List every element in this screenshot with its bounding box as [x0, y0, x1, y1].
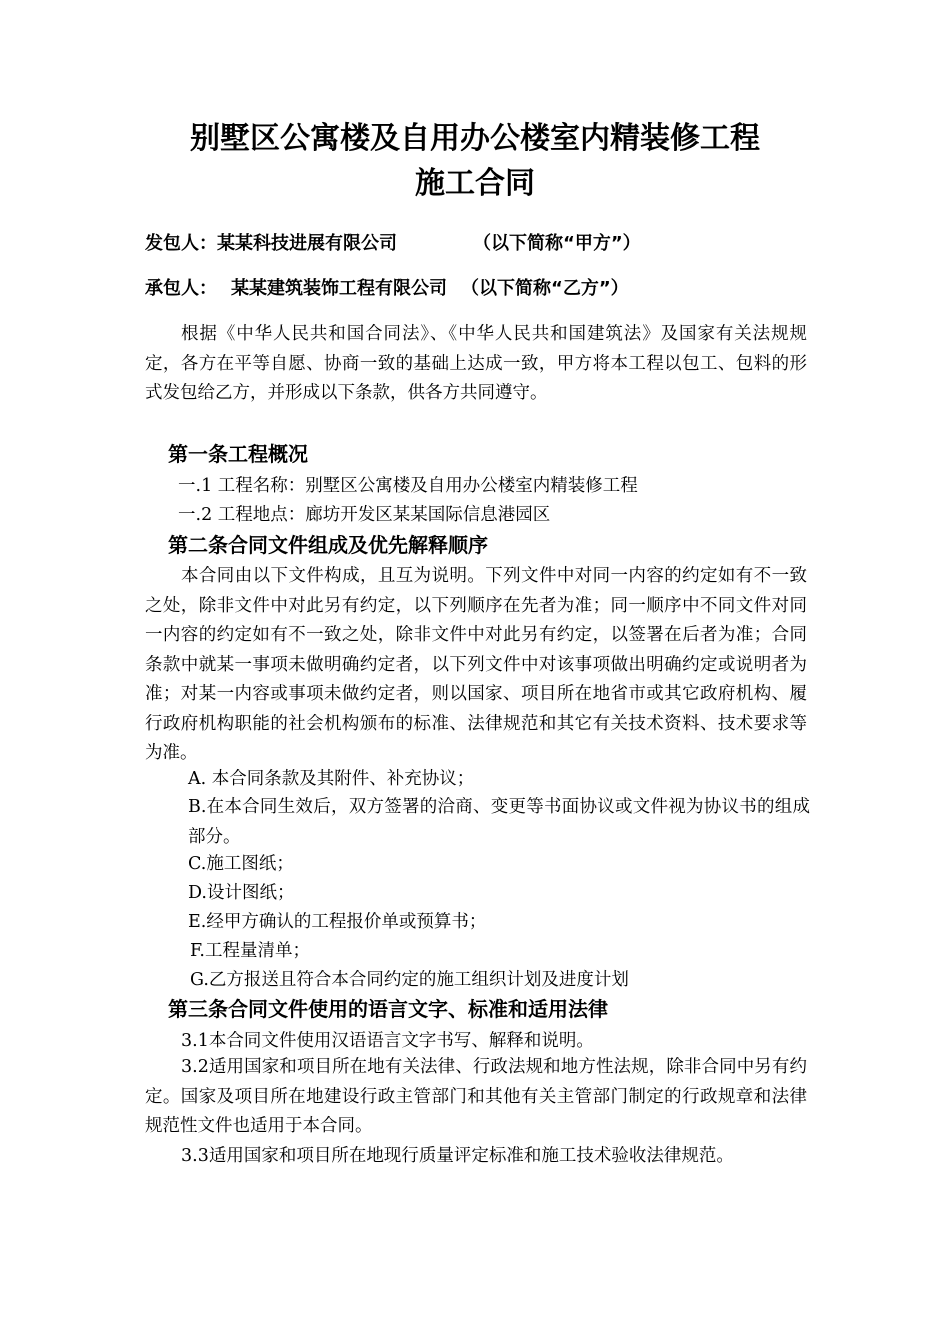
article-2-item-e: E.经甲方确认的工程报价单或预算书；	[188, 912, 487, 932]
article-3-heading: 第三条合同文件使用的语言文字、标准和适用法律	[168, 997, 608, 1021]
contractor-name: 某某建筑装饰工程有限公司	[231, 278, 447, 299]
employer-line	[145, 231, 641, 257]
article-2-heading: 第二条合同文件组成及优先解释顺序	[168, 533, 488, 557]
article-2-item-d: D.设计图纸；	[188, 883, 295, 903]
article-3-item-3: 3.3适用国家和项目所在地现行质量评定标准和施工技术验收法律规范。	[181, 1146, 734, 1166]
preamble-paragraph: 根据《中华人民共和国合同法》、《中华人民共和国建筑法》及国家有关法规规定，各方在平等自愿、协商一致的基础上达成一致，甲方将本工程以包工、包料的形式发包给乙方，并形成以下条款，供各方共同遵守。	[145, 324, 807, 403]
article-3-item-1: 3.1本合同文件使用汉语语言文字书写、解释和说明。	[181, 1031, 594, 1051]
article-2-body: 本合同由以下文件构成，且互为说明。下列文件中对同一内容的约定如有不一致之处，除非文件中对此另有约定，以下列顺序在先者为准；同一顺序中不同文件对同一内容的约定如有不一致之处，除非文件中对此另有约定，以签署在后者为准；合同条款中就某一事项未做明确约定者，以下列文件中对该事项做出明确约定或说明者为准；对某一内容或事项未做约定者，则以国家、项目所在地省市或其它政府机构、履行政府机构职能的社会机构颁布的标准、法律规范和其它有关技术资料、技术要求等为准。	[145, 566, 807, 763]
article-1-item-1: 一.1 工程名称：别墅区公寓楼及自用办公楼室内精装修工程	[178, 476, 638, 496]
article-2-item-c: C.施工图纸；	[188, 854, 294, 874]
contractor-label: 承包人：	[145, 278, 217, 299]
document-subtitle: 施工合同	[415, 166, 535, 201]
contractor-alias: （以下简称“乙方”）	[461, 278, 629, 299]
employer-alias: （以下简称“甲方”）	[473, 233, 641, 254]
document-title: 别墅区公寓楼及自用办公楼室内精装修工程	[190, 121, 760, 156]
article-2-item-b: B.在本合同生效后，双方签署的洽商、变更等书面协议或文件视为协议书的组成部分。	[188, 797, 810, 847]
article-2-item-a: A. 本合同条款及其附件、补充协议；	[188, 769, 475, 789]
contractor-line	[145, 276, 629, 302]
employer-label: 发包人：	[145, 233, 217, 254]
employer-name: 某某科技进展有限公司	[217, 233, 397, 254]
article-2-item-f: F.工程量清单；	[190, 941, 310, 961]
article-2-item-g: G.乙方报送且符合本合同约定的施工组织计划及进度计划	[190, 970, 629, 990]
article-1-heading: 第一条工程概况	[168, 442, 308, 466]
article-1-item-2: 一.2 工程地点：廊坊开发区某某国际信息港园区	[178, 505, 551, 525]
article-3-item-2: 3.2适用国家和项目所在地有关法律、行政法规和地方性法规，除非合同中另有约定。国家及项目所在地建设行政主管部门和其他有关主管部门制定的行政规章和法律规范性文件也适用于本合同。	[145, 1057, 807, 1136]
